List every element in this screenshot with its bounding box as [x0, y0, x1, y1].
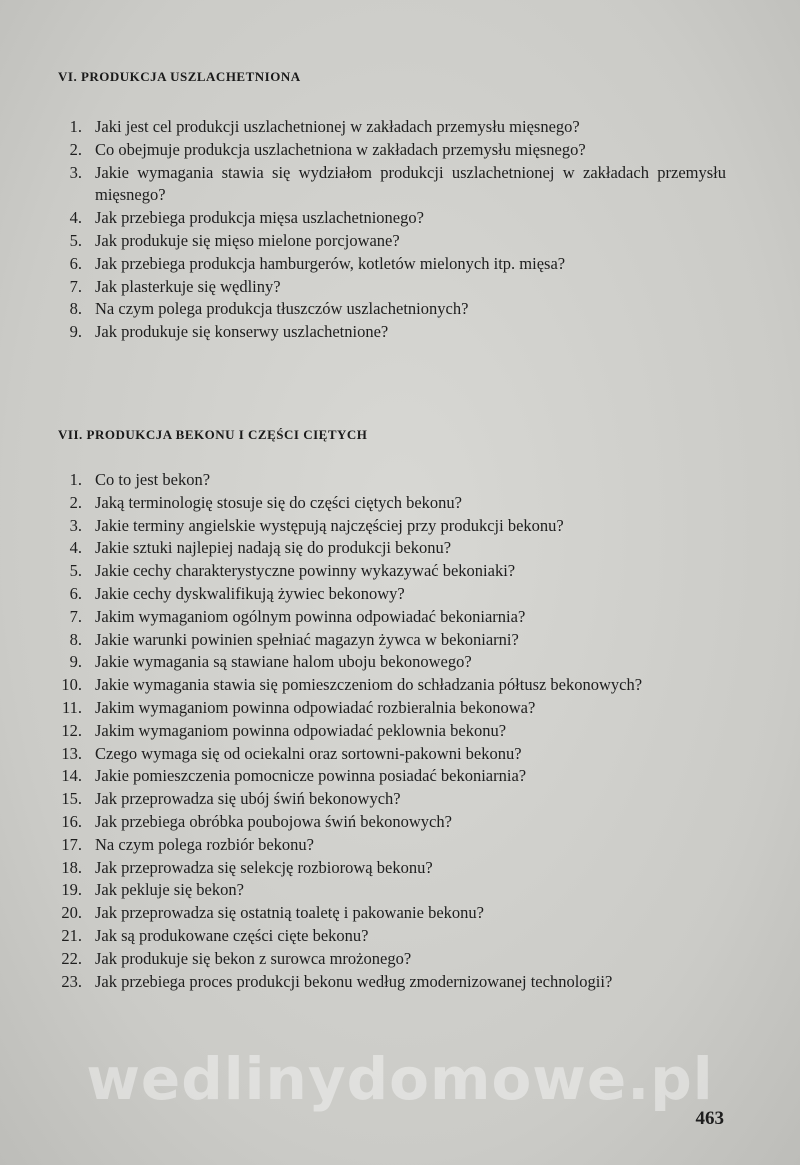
question-number: 19.	[61, 880, 82, 900]
question-text: Jaką terminologię stosuje się do części ciętych bekonu?	[95, 492, 463, 512]
question-number: 14.	[61, 766, 82, 786]
section-heading-vi: VI. PRODUKCJA USZLACHETNIONA	[58, 69, 301, 84]
question-number: 12.	[61, 720, 82, 740]
question-number: 16.	[61, 811, 82, 831]
question-item	[58, 560, 726, 583]
page-number: 463	[695, 1108, 724, 1129]
question-number: 20.	[61, 903, 82, 923]
question-item	[58, 139, 726, 162]
question-item	[58, 583, 726, 606]
question-number: 4.	[69, 208, 82, 228]
question-text: Jak plasterkuje się wędliny?	[95, 276, 281, 296]
question-item	[58, 674, 726, 697]
question-text: Jak przebiega produkcja mięsa uszlachetnionego?	[95, 208, 424, 228]
question-number: 11.	[61, 697, 82, 717]
question-number: 2.	[69, 139, 82, 159]
question-text: Jak przebiega produkcja hamburgerów, kotletów mielonych itp. mięsa?	[95, 253, 566, 273]
question-text: Jakim wymaganiom powinna odpowiadać peklownia bekonu?	[95, 720, 507, 740]
question-text: Jakie sztuki najlepiej nadają się do produkcji bekonu?	[95, 538, 452, 558]
question-item	[58, 743, 726, 766]
question-number: 7.	[69, 276, 82, 296]
question-text: Jakim wymaganiom powinna odpowiadać rozbieralnia bekonowa?	[95, 697, 536, 717]
question-text: Czego wymaga się od ociekalni oraz sortowni-pakowni bekonu?	[95, 743, 522, 763]
question-list-section-vi	[58, 116, 726, 344]
question-item	[58, 697, 726, 720]
question-number: 9.	[69, 322, 82, 342]
question-item	[58, 321, 726, 344]
question-item	[58, 207, 726, 230]
watermark: wedlinydomowe.pl	[86, 1045, 714, 1113]
question-item	[58, 253, 726, 276]
question-number: 1.	[69, 117, 82, 136]
question-text: Jak pekluje się bekon?	[95, 880, 244, 900]
question-text: Jak przebiega obróbka poubojowa świń bekonowych?	[95, 811, 452, 831]
question-number: 15.	[61, 789, 82, 809]
question-text: Jakie wymagania są stawiane halom uboju bekonowego?	[95, 652, 472, 672]
question-item	[58, 469, 726, 492]
question-text: Jakie cechy dyskwalifikują żywiec bekonowy?	[95, 583, 405, 603]
question-number: 9.	[69, 652, 82, 672]
question-number: 5.	[69, 561, 82, 581]
question-text: Jak przeprowadza się ostatnią toaletę i pakowanie bekonu?	[95, 903, 484, 923]
question-number: 17.	[61, 834, 82, 854]
question-text: Jakie cechy charakterystyczne powinny wykazywać bekoniaki?	[95, 561, 516, 581]
question-item	[58, 515, 726, 538]
question-text: Na czym polega rozbiór bekonu?	[95, 834, 314, 854]
question-text: Jakie warunki powinien spełniać magazyn żywca w bekoniarni?	[95, 629, 519, 649]
question-number: 7.	[69, 606, 82, 626]
question-item	[58, 811, 726, 834]
question-number: 21.	[61, 925, 82, 945]
question-number: 10.	[61, 675, 82, 695]
question-number: 6.	[69, 583, 82, 603]
question-item	[58, 116, 726, 139]
question-item	[58, 857, 726, 880]
question-text: Co to jest bekon?	[95, 470, 211, 489]
question-number: 4.	[69, 538, 82, 558]
question-item	[58, 651, 726, 674]
question-text: Jak przeprowadza się ubój świń bekonowych?	[95, 789, 401, 809]
question-number: 8.	[69, 299, 82, 319]
question-number: 1.	[69, 470, 82, 489]
question-item	[58, 925, 726, 948]
question-number: 2.	[69, 492, 82, 512]
question-item	[58, 834, 726, 857]
question-item	[58, 276, 726, 299]
question-number: 6.	[69, 253, 82, 273]
question-number: 8.	[69, 629, 82, 649]
question-text: Jaki jest cel produkcji uszlachetnionej w zakładach przemysłu mięsnego?	[95, 117, 580, 136]
question-text: Jak przeprowadza się selekcję rozbiorową bekonu?	[95, 857, 433, 877]
question-number: 23.	[61, 971, 82, 991]
question-item	[58, 606, 726, 629]
section-heading-vii: VII. PRODUKCJA BEKONU I CZĘŚCI CIĘTYCH	[58, 427, 368, 442]
question-text: Co obejmuje produkcja uszlachetniona w zakładach przemysłu mięsnego?	[95, 139, 586, 159]
question-number: 18.	[61, 857, 82, 877]
question-text: Jakie terminy angielskie występują najczęściej przy produkcji bekonu?	[95, 515, 564, 535]
question-text: Jakie pomieszczenia pomocnicze powinna posiadać bekoniarnia?	[95, 766, 527, 786]
question-text: Jakie wymagania stawia się pomieszczeniom do schładzania półtusz bekonowych?	[95, 675, 643, 695]
question-item	[58, 492, 726, 515]
question-item	[58, 879, 726, 902]
question-number: 13.	[61, 743, 82, 763]
question-item	[58, 765, 726, 788]
question-item	[58, 902, 726, 925]
question-item	[58, 948, 726, 971]
question-text: Na czym polega produkcja tłuszczów uszlachetnionych?	[95, 299, 469, 319]
question-text: Jak produkuje się konserwy uszlachetnione?	[95, 322, 389, 342]
question-item	[58, 971, 726, 994]
question-item	[58, 788, 726, 811]
question-text: Jak produkuje się bekon z surowca mrożonego?	[95, 948, 412, 968]
question-text: Jak przebiega proces produkcji bekonu według zmodernizowanej technologii?	[95, 971, 613, 991]
question-item	[58, 537, 726, 560]
question-item	[58, 230, 726, 253]
question-number: 3.	[69, 162, 82, 182]
question-item	[58, 629, 726, 652]
question-number: 3.	[69, 515, 82, 535]
question-item	[58, 298, 726, 321]
question-number: 5.	[69, 230, 82, 250]
question-item	[58, 720, 726, 743]
question-number: 22.	[61, 948, 82, 968]
question-text: Jakim wymaganiom ogólnym powinna odpowiadać bekoniarnia?	[95, 606, 526, 626]
question-text: Jak są produkowane części cięte bekonu?	[95, 925, 369, 945]
question-text: Jak produkuje się mięso mielone porcjowane?	[95, 230, 400, 250]
question-text: Jakie wymagania stawia się wydziałom produkcji uszlachetnionej w zakładach przemysłu mięsnego?	[95, 162, 726, 205]
question-list-section-vii	[58, 469, 726, 993]
question-item	[58, 162, 726, 208]
